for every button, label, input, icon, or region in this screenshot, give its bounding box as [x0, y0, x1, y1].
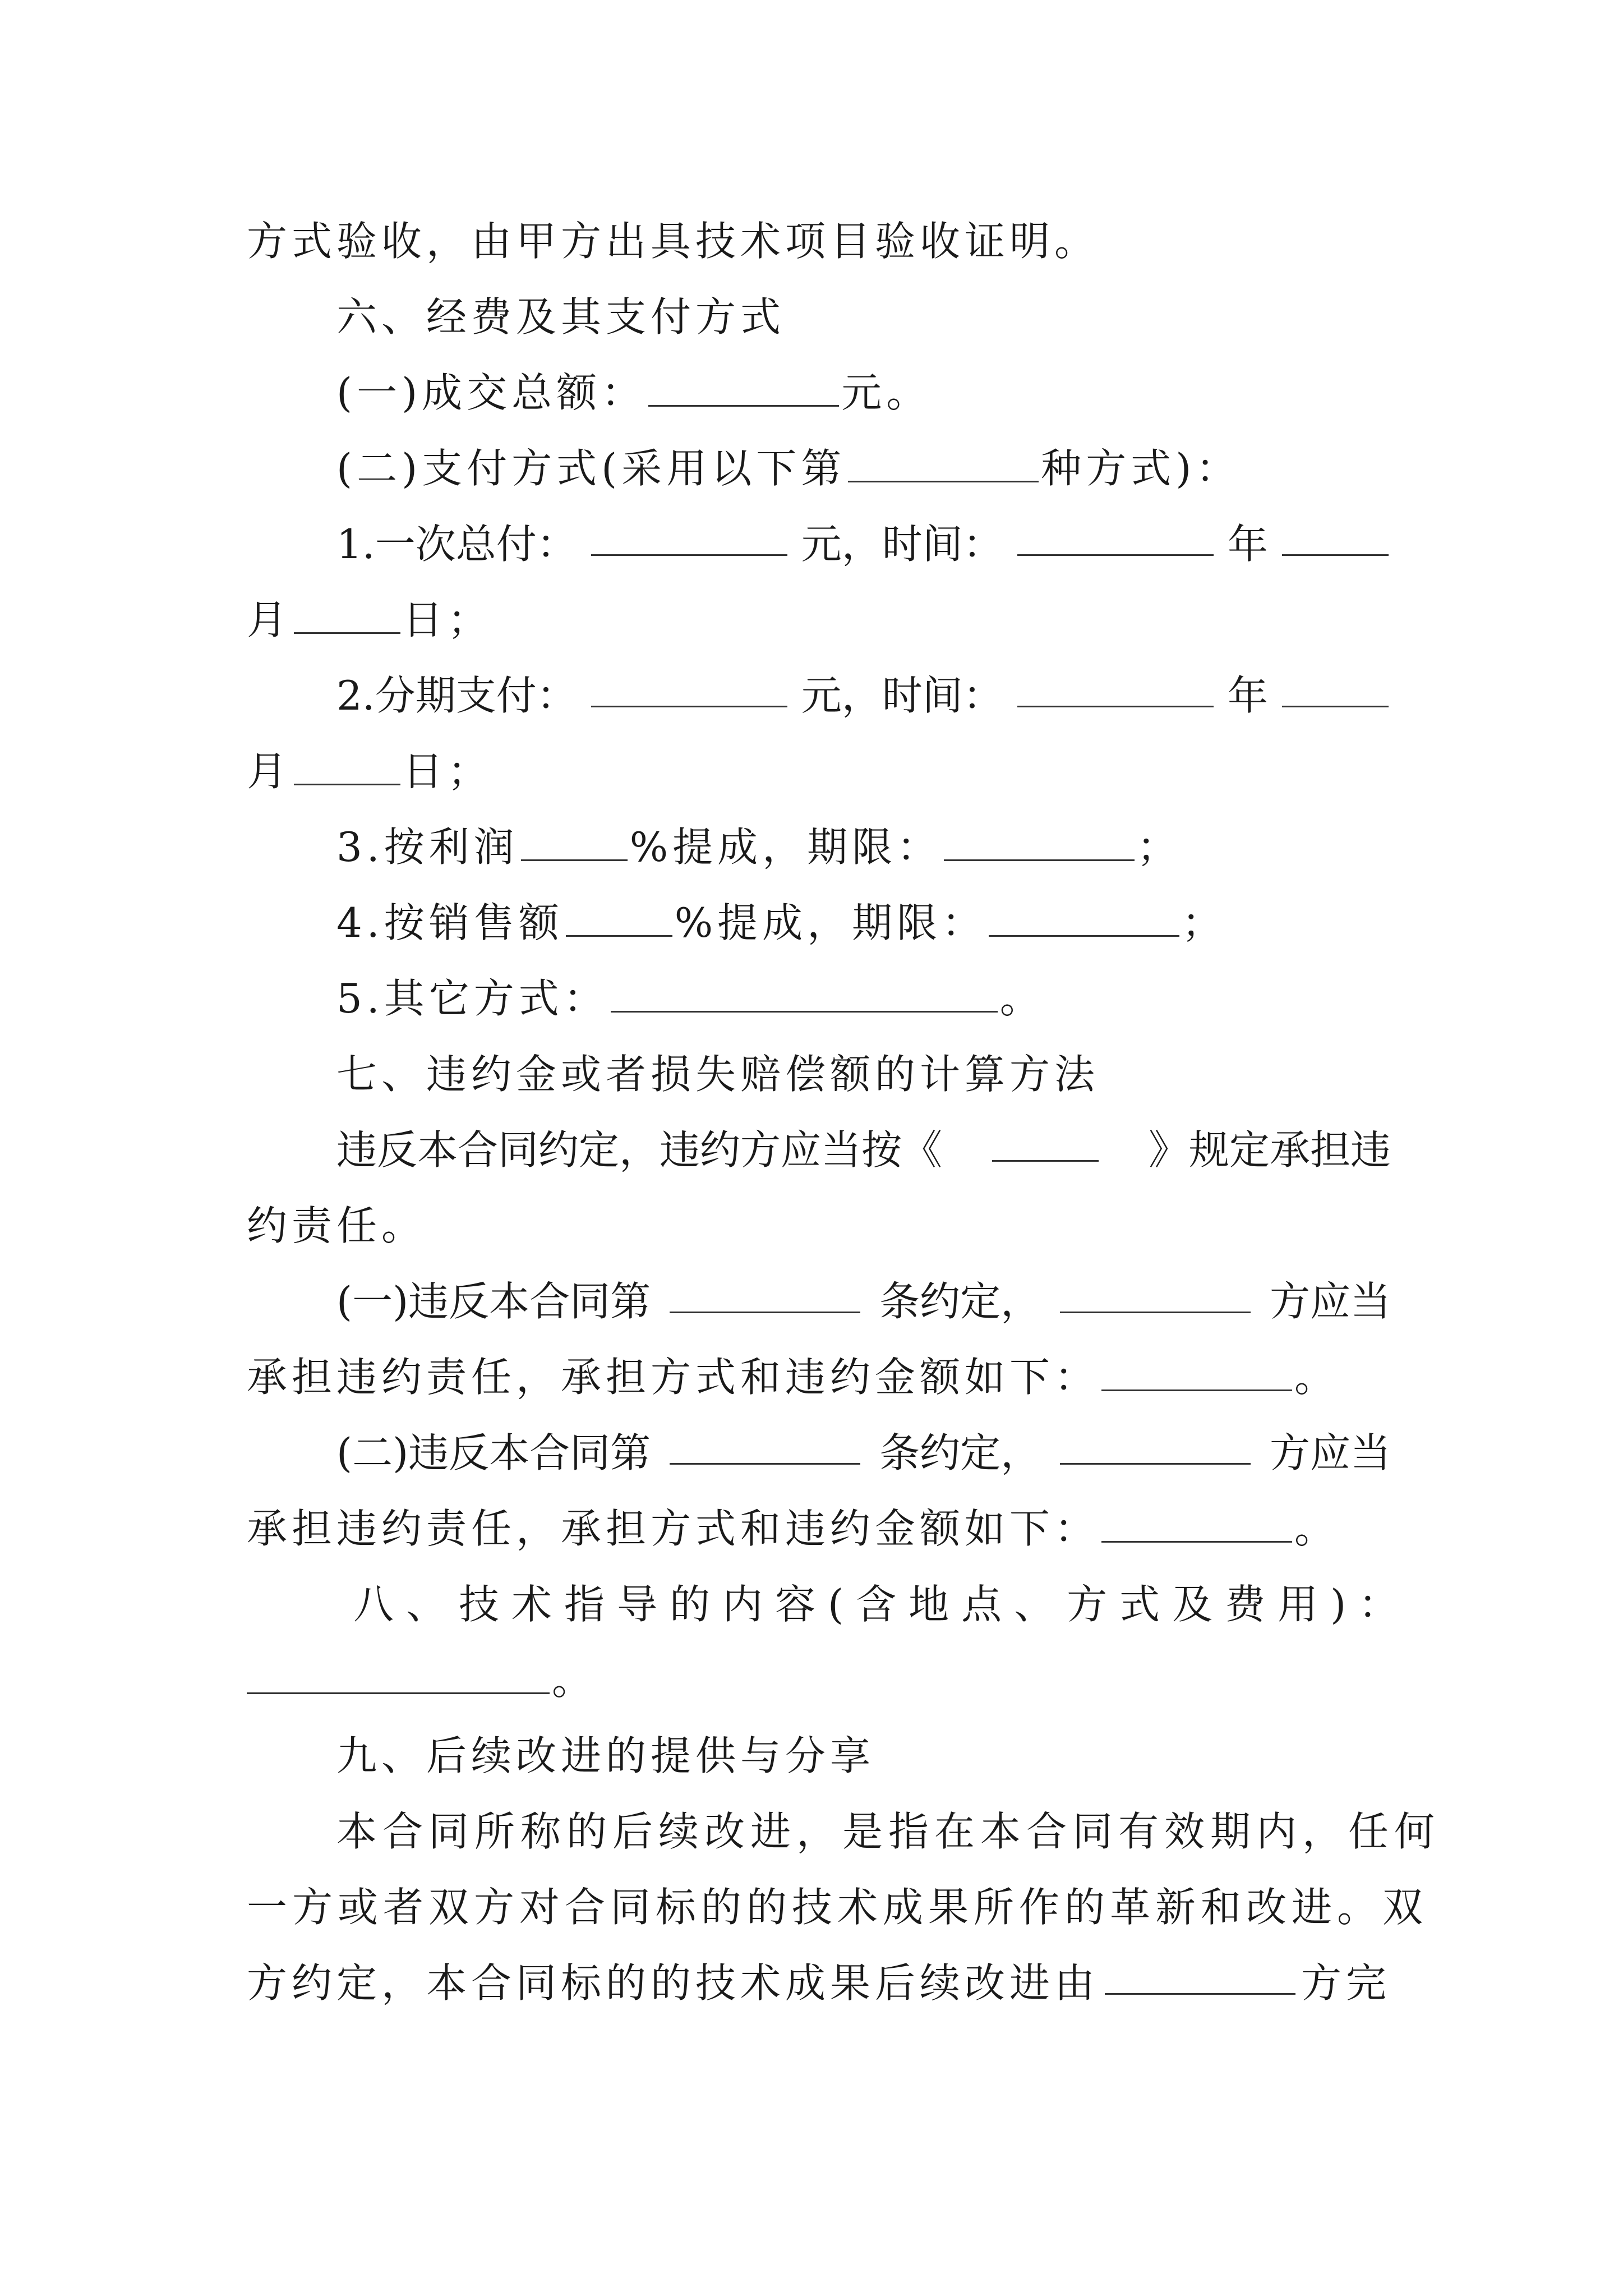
- blank-field: [1060, 1425, 1251, 1465]
- text-line: 2.分期支付： 元，时间： 年: [336, 668, 1391, 724]
- text-line: (一)成交总额： 元。: [336, 365, 1391, 421]
- text-line: 承担违约责任，承担方式和违约金额如下： 。: [247, 1349, 1391, 1405]
- text-line: (二)支付方式(采用以下第 种方式)：: [336, 440, 1391, 496]
- blank-field: [521, 821, 628, 861]
- blank-field: [1105, 1955, 1295, 1995]
- text-line: 。: [247, 1652, 1391, 1708]
- blank-field: [992, 1122, 1099, 1162]
- blank-field: [1017, 516, 1214, 556]
- text-line: 违反本合同约定，违约方应当按《 》规定承担违: [336, 1122, 1391, 1178]
- text-line: 4.按销售额 %提成，期限： ；: [336, 895, 1391, 951]
- blank-field: [1060, 1273, 1251, 1313]
- text-line: 1.一次总付： 元，时间： 年: [336, 516, 1391, 572]
- blank-field: [944, 821, 1135, 861]
- text-line: 承担违约责任，承担方式和违约金额如下： 。: [247, 1501, 1391, 1557]
- blank-field: [1282, 668, 1389, 707]
- text-line: 3.按利润 %提成，期限： ；: [336, 819, 1391, 875]
- blank-field: [591, 668, 787, 707]
- blank-field: [848, 443, 1039, 482]
- text-line: 5.其它方式： 。: [336, 970, 1391, 1027]
- section-heading: 六、经费及其支付方式: [336, 293, 786, 341]
- section-heading: 八、技术指导的内容(含地点、方式及费用)：: [353, 1581, 1412, 1628]
- blank-field: [989, 897, 1179, 937]
- blank-field: [1101, 1503, 1292, 1543]
- blank-field: [1101, 1351, 1292, 1391]
- blank-field: [1017, 668, 1214, 707]
- blank-field: [591, 516, 787, 556]
- blank-field: [1282, 516, 1389, 556]
- section-heading: 七、违约金或者损失赔偿额的计算方法: [336, 1051, 1100, 1098]
- text-line: 方式验收，由甲方出具技术项目验收证明。: [247, 218, 1100, 265]
- section-heading: 九、后续改进的提供与分享: [336, 1732, 875, 1779]
- blank-field: [670, 1273, 860, 1313]
- text-line: (一)违反本合同第 条约定， 方应当: [336, 1273, 1391, 1329]
- text-line: 约责任。: [247, 1202, 427, 1249]
- text-line: 方约定，本合同标的的技术成果后续改进由 方完: [247, 1955, 1391, 2011]
- text-line: 月 日；: [247, 743, 1391, 799]
- blank-field: [611, 973, 998, 1013]
- blank-field: [566, 897, 672, 937]
- text-line: 一方或者双方对合同标的的技术成果所作的革新和改进。双: [247, 1884, 1428, 1931]
- text-line: 月 日；: [247, 592, 1391, 648]
- blank-field: [294, 746, 400, 785]
- blank-field: [670, 1425, 860, 1465]
- text-line: (二)违反本合同第 条约定， 方应当: [336, 1425, 1391, 1481]
- blank-field: [294, 594, 400, 634]
- blank-field: [648, 367, 839, 407]
- blank-field: [247, 1654, 550, 1694]
- text-line: 本合同所称的后续改进，是指在本合同有效期内，任何: [336, 1808, 1441, 1855]
